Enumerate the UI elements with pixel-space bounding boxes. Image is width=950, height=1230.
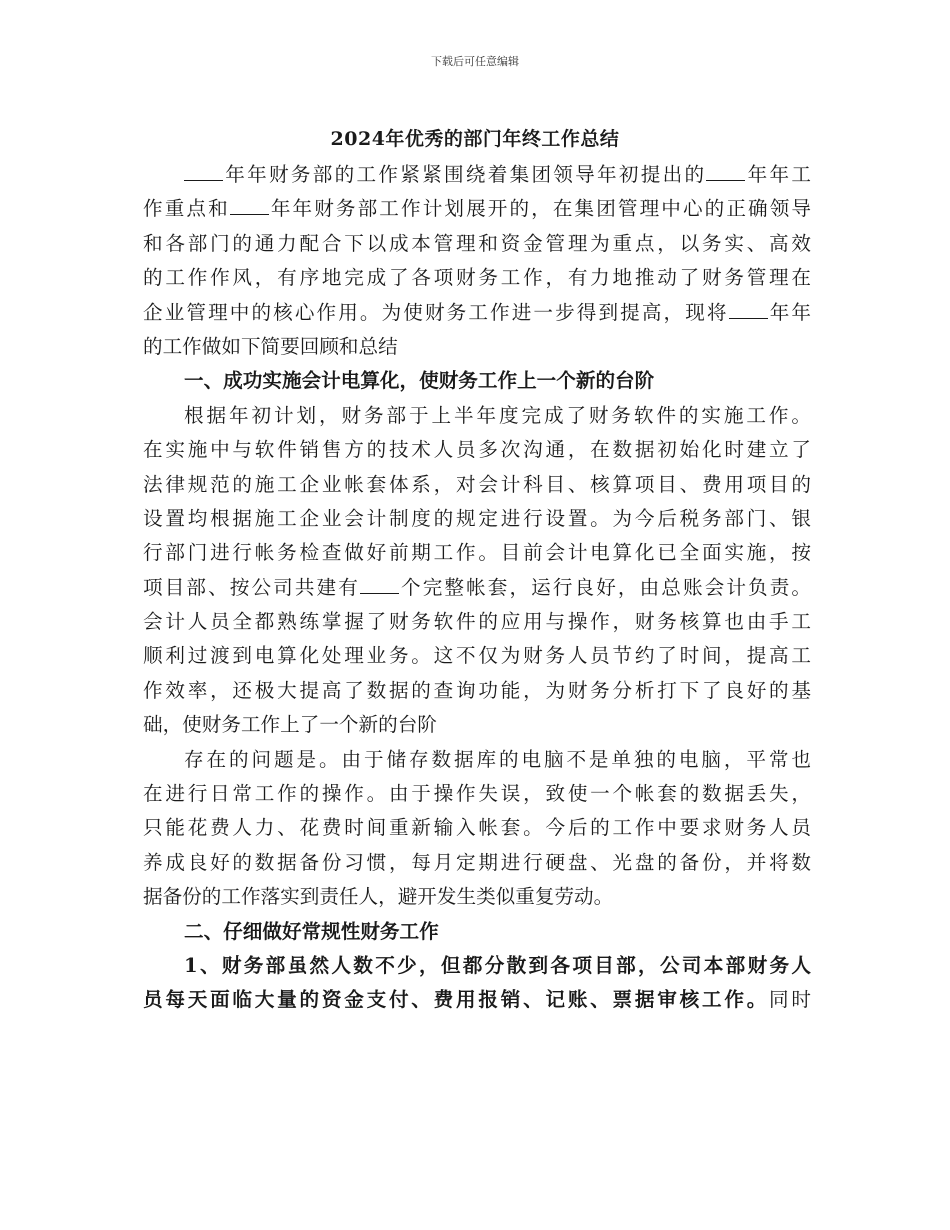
blank-underline: [729, 304, 768, 319]
document-title: 2024年优秀的部门年终工作总结: [330, 128, 620, 150]
blank-underline: [230, 200, 269, 215]
paragraph-routine-work: [143, 949, 811, 1018]
blank-underline: [706, 166, 745, 181]
text-line: 设置均根据施工企业会计制度的规定进行设置。为今后税务部门、银: [143, 506, 811, 530]
text-line: 作重点和 年年财务部工作计划展开的，在集团管理中心的正确领导: [143, 197, 811, 221]
text-line: 只能花费人力、花费时间重新输入帐套。今后的工作中要求财务人员: [143, 816, 811, 840]
text-line: 在实施中与软件销售方的技术人员多次沟通，在数据初始化时建立了: [143, 438, 811, 462]
blank-underline: [184, 166, 223, 181]
text-line: 根据年初计划，财务部于上半年度完成了财务软件的实施工作。: [184, 403, 811, 427]
text-line: 的工作做如下简要回顾和总结: [143, 334, 398, 358]
text-line: 的工作作风，有序地完成了各项财务工作，有力地推动了财务管理在: [143, 266, 811, 290]
blank-underline: [360, 579, 399, 594]
text-line: 础，使财务工作上了一个新的台阶: [143, 713, 437, 737]
text-line: 作效率，还极大提高了数据的查询功能，为财务分析打下了良好的基: [143, 678, 811, 702]
header-note: 下载后可任意编辑: [431, 55, 519, 68]
paragraph-problems: [143, 743, 811, 915]
paragraph-intro: [143, 158, 811, 364]
text-line: 存在的问题是。由于储存数据库的电脑不是单独的电脑，平常也: [184, 747, 811, 771]
text-line: 行部门进行帐务检查做好前期工作。目前会计电算化已全面实施，按: [143, 541, 811, 565]
text-line: 1、财务部虽然人数不少，但都分散到各项目部，公司本部财务人: [184, 953, 811, 977]
text-line: 年年财务部的工作紧紧围绕着集团领导年初提出的 年年工: [143, 158, 811, 192]
text-line: 法律规范的施工企业帐套体系，对会计科目、核算项目、费用项目的: [143, 472, 811, 496]
text-line: 在进行日常工作的操作。由于操作失误，致使一个帐套的数据丢失，: [143, 782, 811, 806]
text-line: 员每天面临大量的资金支付、费用报销、记账、票据审核工作。同时: [143, 988, 811, 1012]
text-line: 和各部门的通力配合下以成本管理和资金管理为重点，以务实、高效: [143, 231, 811, 255]
section-heading-2: 二、仔细做好常规性财务工作: [184, 919, 439, 943]
text-line: 企业管理中的核心作用。为使财务工作进一步得到提高，现将 年年: [143, 300, 811, 324]
document-body: [143, 158, 811, 1018]
text-line: 项目部、按公司共建有 个完整帐套，运行良好，由总账会计负责。: [143, 575, 811, 599]
text-line: 顺利过渡到电算化处理业务。这不仅为财务人员节约了时间，提高工: [143, 644, 811, 668]
text-line: 会计人员全都熟练掌握了财务软件的应用与操作，财务核算也由手工: [143, 610, 811, 634]
text-line: 养成良好的数据备份习惯，每月定期进行硬盘、光盘的备份，并将数: [143, 850, 811, 874]
section-heading-1: 一、成功实施会计电算化，使财务工作上一个新的台阶: [184, 369, 655, 393]
paragraph-implementation: [143, 399, 811, 743]
text-line: 据备份的工作落实到责任人，避开发生类似重复劳动。: [143, 885, 614, 909]
